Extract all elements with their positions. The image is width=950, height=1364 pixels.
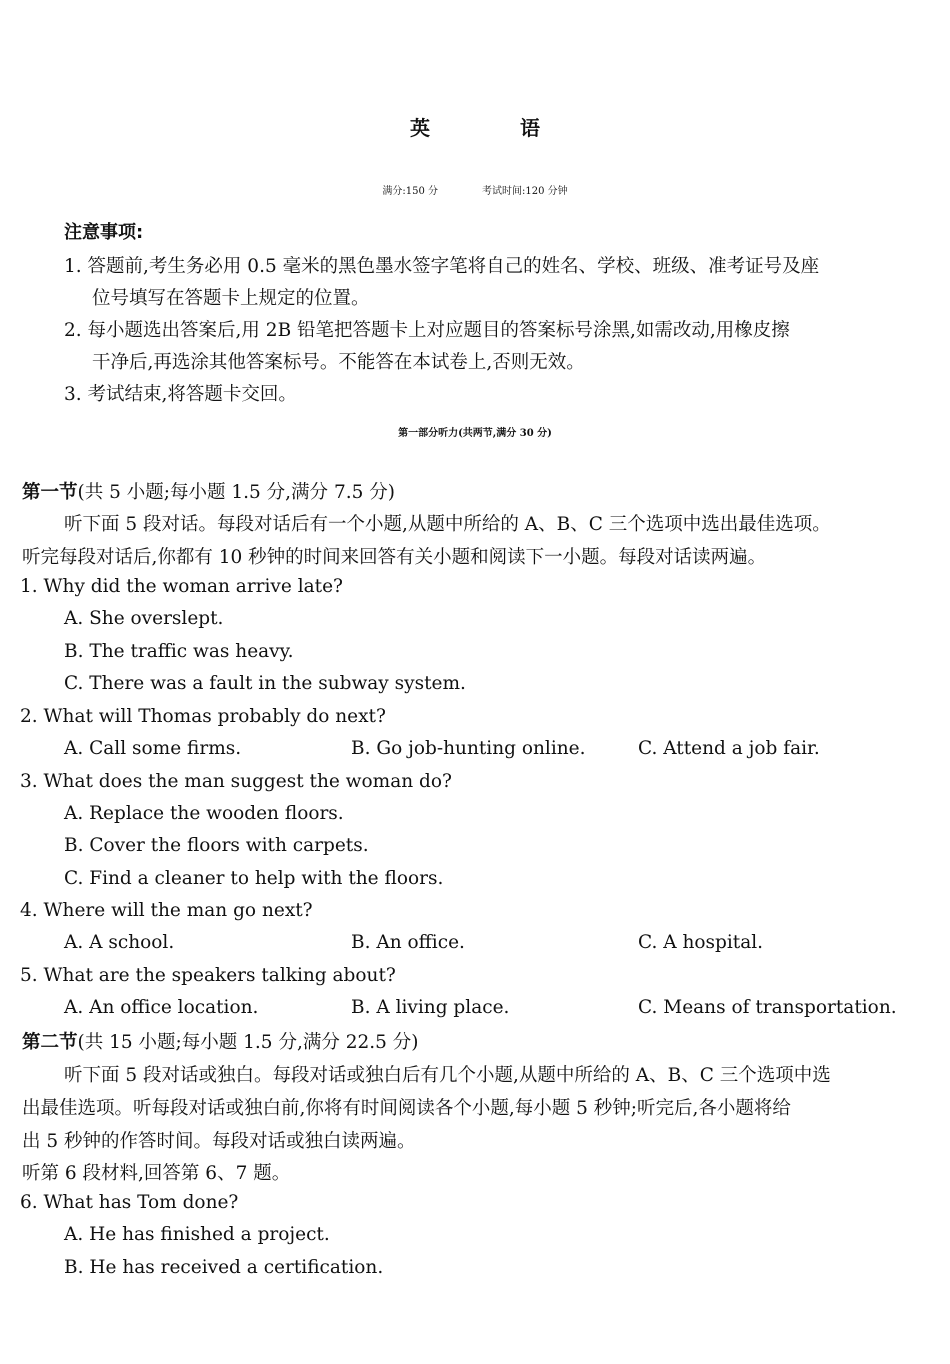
question-1-option-a: A. She overslept. <box>64 608 224 629</box>
question-1-option-b: B. The traffic was heavy. <box>64 641 294 662</box>
question-3-option-b: B. Cover the floors with carpets. <box>64 835 369 856</box>
section-two-info: (共 15 小题;每小题 1.5 分,满分 22.5 分) <box>77 1032 419 1053</box>
section-two-instruction-1: 听下面 5 段对话或独白。每段对话或独白后有几个小题,从题中所给的 A、B、C 三个选项中选 <box>64 1065 831 1086</box>
question-3-option-a: A. Replace the wooden floors. <box>64 803 344 824</box>
section-one-instruction-2: 听完每段对话后,你都有 10 秒钟的时间来回答有关小题和阅读下一小题。每段对话读两遍。 <box>22 547 767 568</box>
question-2-stem: 2. What will Thomas probably do next? <box>20 706 386 727</box>
question-5-option-b: B. A living place. <box>351 997 510 1018</box>
note-2-line-1: 2. 每小题选出答案后,用 2B 铅笔把答题卡上对应题目的答案标号涂黑,如需改动,用橡皮擦 <box>64 320 790 341</box>
question-6-stem: 6. What has Tom done? <box>20 1192 239 1213</box>
note-1-line-2: 位号填写在答题卡上规定的位置。 <box>92 288 370 309</box>
section-one-heading <box>22 478 395 504</box>
question-5-stem: 5. What are the speakers talking about? <box>20 965 396 986</box>
question-4-option-c: C. A hospital. <box>638 932 764 953</box>
material-6-heading: 听第 6 段材料,回答第 6、7 题。 <box>22 1163 291 1184</box>
note-2-line-2: 干净后,再选涂其他答案标号。不能答在本试卷上,否则无效。 <box>92 352 585 373</box>
question-3-stem: 3. What does the man suggest the woman do? <box>20 771 452 792</box>
question-2-option-a: A. Call some firms. <box>64 738 242 759</box>
question-2-option-c: C. Attend a job fair. <box>638 738 820 759</box>
question-2-option-b: B. Go job-hunting online. <box>351 738 586 759</box>
exam-time: 考试时间:120 分钟 <box>482 186 568 197</box>
section-two-instruction-3: 出 5 秒钟的作答时间。每段对话或独白读两遍。 <box>22 1131 416 1152</box>
section-two-heading <box>22 1028 419 1054</box>
question-5-option-c: C. Means of transportation. <box>638 997 897 1018</box>
question-6-option-a: A. He has finished a project. <box>64 1224 330 1245</box>
question-4-option-b: B. An office. <box>351 932 465 953</box>
question-1-option-c: C. There was a fault in the subway system. <box>64 673 466 694</box>
note-3-line-1: 3. 考试结束,将答题卡交回。 <box>64 384 297 405</box>
question-1-stem: 1. Why did the woman arrive late? <box>20 576 343 597</box>
question-4-option-a: A. A school. <box>64 932 175 953</box>
notes-heading: 注意事项: <box>64 222 144 243</box>
exam-meta <box>0 182 950 197</box>
exam-title <box>0 112 950 141</box>
full-score: 满分:150 分 <box>382 186 438 197</box>
section-two-label: 第二节 <box>22 1032 78 1053</box>
question-3-option-c: C. Find a cleaner to help with the floors. <box>64 868 444 889</box>
section-two-instruction-2: 出最佳选项。听每段对话或独白前,你将有时间阅读各个小题,每小题 5 秒钟;听完后,各小题将给 <box>22 1098 791 1119</box>
section-one-instruction-1: 听下面 5 段对话。每段对话后有一个小题,从题中所给的 A、B、C 三个选项中选出最佳选项。 <box>64 514 831 535</box>
section-one-info: (共 5 小题;每小题 1.5 分,满分 7.5 分) <box>77 482 395 503</box>
note-1-line-1: 1. 答题前,考生务必用 0.5 毫米的黑色墨水签字笔将自己的姓名、学校、班级、准考证号及座 <box>64 256 820 277</box>
title-char-left: 英 <box>410 116 430 140</box>
section-one-label: 第一节 <box>22 482 78 503</box>
question-4-stem: 4. Where will the man go next? <box>20 900 313 921</box>
question-5-option-a: A. An office location. <box>64 997 259 1018</box>
title-char-right: 语 <box>520 116 540 140</box>
part-one-title: 第一部分听力(共两节,满分 30 分) <box>398 428 552 439</box>
question-6-option-b: B. He has received a certification. <box>64 1257 384 1278</box>
